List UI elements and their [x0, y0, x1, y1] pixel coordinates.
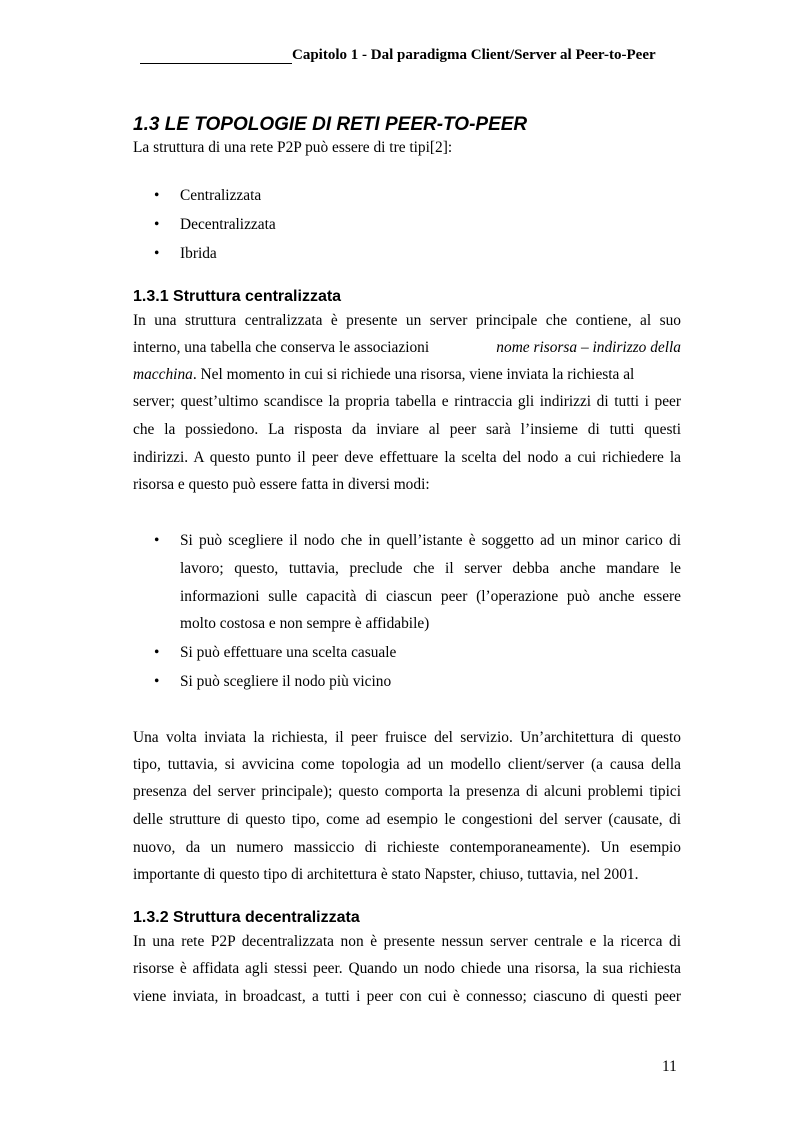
- page-number: 11: [662, 1058, 677, 1075]
- paragraph-line: risorse è affidata agli stessi peer. Quando un nodo chiede una risorsa, la sua richiesta: [133, 960, 681, 977]
- paragraph-line: [133, 365, 681, 385]
- paragraph-line: tipo, tuttavia, si avvicina come topologia ad un modello client/server (a causa della: [133, 756, 681, 773]
- paragraph-line: nuovo, da un numero massiccio di richieste contemporaneamente). Un esempio: [133, 839, 681, 856]
- paragraph-line: importante di questo tipo di architettura è stato Napster, chiuso, tuttavia, nel 2001.: [133, 866, 639, 883]
- section-title: 1.3 LE TOPOLOGIE DI RETI PEER-TO-PEER: [133, 114, 528, 135]
- paragraph-line: In una rete P2P decentralizzata non è presente nessun server centrale e la ricerca di: [133, 933, 681, 950]
- header-title: Capitolo 1 - Dal paradigma Client/Server al Peer-to-Peer: [292, 47, 656, 63]
- italic-term: nome risorsa – indirizzo della: [496, 339, 681, 356]
- bullet-marker: •: [154, 245, 160, 262]
- italic-term: macchina: [133, 366, 193, 383]
- list-item-line: lavoro; questo, tuttavia, preclude che il server debba anche mandare le: [180, 560, 681, 577]
- bullet-marker: •: [154, 532, 160, 549]
- list-item-line: molto costosa e non sempre è affidabile): [180, 615, 430, 632]
- list-item: Centralizzata: [180, 187, 262, 204]
- paragraph-text: interno, una tabella che conserva le associazioni: [133, 339, 430, 356]
- list-item-line: Si può scegliere il nodo che in quell’istante è soggetto ad un minor carico di: [180, 532, 681, 549]
- paragraph-line: che la possiedono. La risposta da inviare al peer sarà l’insieme di tutti questi: [133, 421, 681, 438]
- paragraph-line: [133, 338, 681, 358]
- paragraph-text: . Nel momento in cui si richiede una risorsa, viene inviata la richiesta al: [192, 366, 635, 383]
- paragraph-line: presenza del server principale); questo comporta la presenza di alcuni problemi tipici: [133, 783, 681, 800]
- bullet-marker: •: [154, 673, 160, 690]
- list-item: Decentralizzata: [180, 216, 276, 233]
- bullet-marker: •: [154, 187, 160, 204]
- paragraph-line: risorsa e questo può essere fatta in diversi modi:: [133, 476, 430, 493]
- paragraph-line: server; quest’ultimo scandisce la propria tabella e rintraccia gli indirizzi di tutti i peer: [133, 393, 681, 410]
- header-rule: [140, 63, 292, 64]
- running-header: [140, 47, 681, 67]
- section-intro: La struttura di una rete P2P può essere di tre tipi[2]:: [133, 139, 453, 156]
- subsection-title-centralized: 1.3.1 Struttura centralizzata: [133, 288, 342, 305]
- paragraph-line: indirizzi. A questo punto il peer deve effettuare la scelta del nodo a cui richiedere la: [133, 449, 681, 466]
- paragraph-line: In una struttura centralizzata è presente un server principale che contiene, al suo: [133, 312, 681, 329]
- paragraph-line: Una volta inviata la richiesta, il peer fruisce del servizio. Un’architettura di questo: [133, 729, 681, 746]
- paragraph-line: delle strutture di questo tipo, come ad esempio le congestioni del server (causate, di: [133, 811, 681, 828]
- list-item: Si può effettuare una scelta casuale: [180, 644, 397, 661]
- list-item: Ibrida: [180, 245, 217, 262]
- bullet-marker: •: [154, 216, 160, 233]
- subsection-title-decentralized: 1.3.2 Struttura decentralizzata: [133, 909, 360, 926]
- paragraph-line: viene inviata, in broadcast, a tutti i peer con cui è connesso; ciascuno di questi peer: [133, 988, 681, 1005]
- list-item: Si può scegliere il nodo più vicino: [180, 673, 392, 690]
- bullet-marker: •: [154, 644, 160, 661]
- list-item-line: informazioni sulle capacità di ciascun peer (l’operazione può anche essere: [180, 588, 681, 605]
